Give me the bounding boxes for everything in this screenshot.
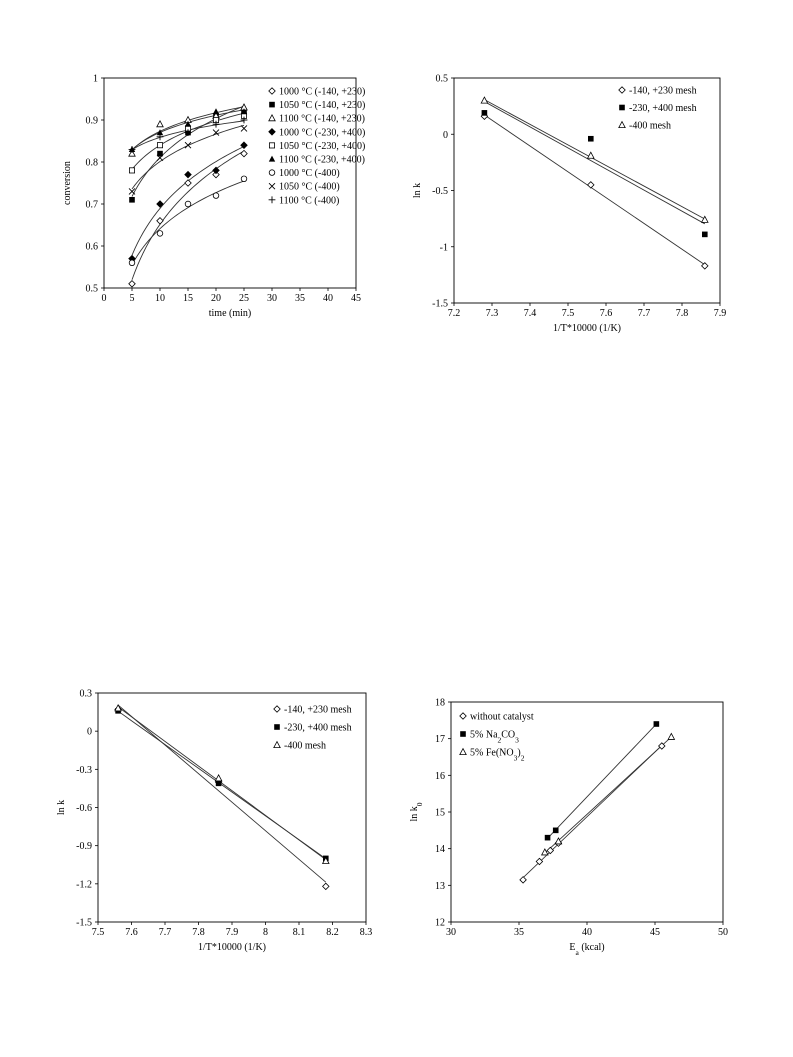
- y-axis-label: ln k: [412, 182, 423, 199]
- legend-marker-1000-c-140-230: [269, 88, 275, 94]
- chart-2: [412, 74, 726, 335]
- point-230-400-mesh: [588, 136, 594, 142]
- x-axis-label: $E_a$ (kcal): [569, 942, 605, 957]
- legend-label-1050-c-400: 1050 °C (-400): [279, 181, 340, 193]
- point-140-230-mesh: [323, 883, 329, 889]
- x-tick-label: 8.2: [326, 927, 339, 938]
- point-1000-c-140-230: [129, 281, 135, 287]
- y-tick-label: 0.9: [85, 115, 98, 127]
- y-tick-label: 1: [93, 73, 98, 85]
- x-tick-label: 15: [183, 293, 193, 304]
- legend-marker-5-fe-no3-2: [460, 749, 466, 755]
- y-tick-label: 0: [443, 129, 448, 141]
- point-5-na2co3: [545, 835, 551, 841]
- legend-marker-5-na2co3: [460, 731, 466, 737]
- x-tick-label: 7.8: [192, 927, 205, 938]
- y-tick-label: -0.6: [76, 803, 92, 814]
- point-5-fe-no3-2: [668, 733, 674, 739]
- point-1050-c-400: [129, 188, 135, 194]
- point-1000-c-140-230: [185, 180, 191, 186]
- legend-label-400-mesh: -400 mesh: [284, 740, 326, 752]
- x-tick-label: 7.3: [485, 308, 499, 319]
- y-tick-label: 12: [435, 917, 445, 929]
- point-230-400-mesh: [702, 232, 708, 238]
- x-tick-label: 7.2: [447, 308, 461, 319]
- point-1000-c-140-230: [241, 150, 247, 156]
- legend-label-140-230-mesh: -140, +230 mesh: [284, 704, 352, 716]
- legend-label-1100-c-400: 1100 °C (-400): [279, 195, 340, 207]
- y-tick-label: 0.6: [85, 241, 98, 253]
- point-without-catalyst: [547, 847, 553, 853]
- y-tick-label: -0.9: [76, 841, 92, 853]
- x-tick-label: 8.1: [292, 927, 306, 938]
- y-tick-label: 0.7: [85, 199, 98, 211]
- y-tick-label: 18: [435, 697, 445, 709]
- x-tick-label: 8.3: [359, 927, 373, 938]
- x-tick-label: 20: [211, 293, 221, 304]
- legend-marker-1050-c-140-230: [269, 102, 275, 108]
- legend-label-230-400-mesh: -230, +400 mesh: [284, 722, 352, 734]
- fit-line-400-mesh: [484, 100, 704, 219]
- legend-marker-1100-c-140-230: [269, 115, 275, 121]
- x-tick-label: 7.7: [158, 927, 172, 938]
- x-tick-label: 7.4: [523, 308, 537, 319]
- y-tick-label: 14: [435, 844, 445, 856]
- x-tick-label: 45: [351, 293, 361, 304]
- legend-marker-1000-c-230-400: [269, 129, 275, 135]
- legend-marker-140-230-mesh: [274, 706, 280, 712]
- y-axis-label: ln k: [56, 799, 67, 816]
- x-tick-label: 7.6: [125, 927, 138, 938]
- y-tick-label: 17: [435, 734, 445, 746]
- legend-label-1000-c-140-230: 1000 °C (-140, +230): [279, 86, 366, 98]
- legend-label-1000-c-400: 1000 °C (-400): [279, 168, 340, 180]
- x-axis-label: 1/T*10000 (1/K): [197, 942, 267, 953]
- point-400-mesh: [481, 97, 487, 103]
- point-1000-c-230-400: [185, 171, 191, 177]
- legend-label-5-na2co3: 5% $Na_2CO_3$: [470, 729, 519, 744]
- y-tick-label: 15: [435, 807, 445, 819]
- x-tick-label: 7.9: [225, 927, 239, 938]
- x-tick-label: 7.9: [713, 308, 727, 319]
- point-1000-c-400: [157, 231, 163, 237]
- legend-marker-1050-c-400: [269, 183, 275, 189]
- legend-marker-230-400-mesh: [619, 105, 625, 111]
- legend-label-1100-c-230-400: 1100 °C (-230, +400): [279, 154, 365, 166]
- point-400-mesh: [115, 705, 121, 711]
- legend-label-without-catalyst: without catalyst: [470, 711, 534, 723]
- point-1100-c-140-230: [157, 121, 163, 127]
- legend-label-1050-c-140-230: 1050 °C (-140, +230): [279, 100, 366, 112]
- point-140-230-mesh: [588, 182, 594, 188]
- point-1050-c-230-400: [129, 168, 134, 173]
- y-tick-label: -1.5: [76, 917, 92, 929]
- x-tick-label: 8: [263, 927, 268, 938]
- point-5-na2co3: [654, 721, 660, 727]
- y-tick-label: 0: [87, 726, 92, 738]
- point-5-na2co3: [553, 828, 559, 834]
- point-1050-c-140-230: [129, 197, 135, 203]
- point-400-mesh: [588, 152, 594, 158]
- legend-marker-1100-c-230-400: [269, 156, 275, 162]
- x-tick-label: 45: [650, 927, 660, 938]
- legend-label-1050-c-230-400: 1050 °C (-230, +400): [279, 140, 366, 152]
- x-tick-label: 0: [101, 293, 107, 304]
- point-230-400-mesh: [482, 110, 488, 116]
- point-1050-c-230-400: [157, 143, 162, 148]
- x-tick-label: 7.5: [91, 927, 105, 938]
- chart-3: [56, 689, 372, 954]
- x-tick-label: 35: [295, 293, 305, 304]
- legend-marker-140-230-mesh: [619, 87, 625, 93]
- x-tick-label: 5: [129, 293, 135, 304]
- legend-marker-1100-c-400: [269, 196, 276, 203]
- legend-label-230-400-mesh: -230, +400 mesh: [629, 103, 697, 114]
- legend-label-1100-c-140-230: 1100 °C (-140, +230): [279, 113, 365, 125]
- y-tick-label: 16: [435, 770, 445, 782]
- x-tick-label: 25: [239, 293, 249, 304]
- x-tick-label: 40: [323, 293, 333, 304]
- x-tick-label: 40: [582, 927, 592, 938]
- point-1050-c-400: [185, 142, 191, 148]
- y-tick-label: 0.5: [435, 73, 448, 85]
- legend-marker-1050-c-230-400: [269, 143, 274, 148]
- y-tick-label: 0.8: [85, 157, 98, 169]
- y-tick-label: 0.3: [79, 688, 92, 700]
- y-tick-label: 0.5: [85, 283, 98, 295]
- y-tick-label: -0.5: [432, 186, 448, 197]
- x-tick-label: 7.5: [561, 308, 575, 319]
- x-tick-label: 30: [267, 293, 277, 304]
- point-1050-c-400: [241, 125, 247, 131]
- x-tick-label: 7.7: [637, 308, 651, 319]
- y-axis-label: conversion: [62, 161, 73, 205]
- legend-marker-1000-c-400: [269, 170, 275, 176]
- legend-label-1000-c-230-400: 1000 °C (-230, +400): [279, 127, 366, 139]
- x-tick-label: 7.6: [599, 308, 613, 319]
- point-1000-c-230-400: [213, 167, 219, 173]
- point-1050-c-400: [213, 130, 219, 136]
- y-axis-label: $\ln k_0$: [409, 802, 424, 822]
- x-tick-label: 35: [514, 927, 524, 938]
- x-axis-label: 1/T*10000 (1/K): [552, 323, 622, 334]
- chart-1: [62, 74, 365, 320]
- fit-line-230-400-mesh: [484, 102, 704, 224]
- legend-marker-without-catalyst: [460, 713, 466, 719]
- point-1000-c-400: [129, 260, 135, 266]
- y-tick-label: -1: [439, 242, 448, 254]
- point-5-fe-no3-2: [542, 849, 548, 855]
- legend-marker-230-400-mesh: [274, 724, 280, 730]
- fit-line-5-fe-no3-2: [545, 737, 671, 853]
- x-axis-label: time (min): [208, 308, 252, 319]
- fit-line-140-230-mesh: [484, 115, 704, 265]
- legend-label-400-mesh: -400 mesh: [629, 120, 671, 132]
- point-1100-c-230-400: [213, 108, 219, 114]
- y-tick-label: 13: [435, 880, 445, 892]
- x-tick-label: 50: [718, 927, 728, 938]
- y-tick-label: -1.5: [432, 298, 448, 310]
- point-400-mesh: [215, 775, 221, 781]
- legend-marker-400-mesh: [619, 122, 625, 128]
- point-1000-c-400: [185, 201, 191, 207]
- y-tick-label: -1.2: [76, 879, 92, 891]
- point-1000-c-140-230: [157, 218, 163, 224]
- chart-4: [409, 698, 728, 957]
- point-without-catalyst: [520, 877, 526, 883]
- point-230-400-mesh: [216, 781, 222, 787]
- legend-marker-400-mesh: [274, 742, 280, 748]
- x-tick-label: 10: [155, 293, 165, 304]
- point-1000-c-400: [213, 193, 219, 199]
- x-tick-label: 7.8: [675, 308, 689, 319]
- fit-line-5-na2co3: [548, 724, 657, 838]
- point-1000-c-400: [241, 176, 247, 182]
- legend-label-5-fe-no3-2: 5% $Fe(NO_3)_2$: [470, 747, 525, 762]
- x-tick-label: 30: [446, 927, 456, 938]
- legend-label-140-230-mesh: -140, +230 mesh: [629, 85, 697, 97]
- y-tick-label: -0.3: [76, 764, 92, 776]
